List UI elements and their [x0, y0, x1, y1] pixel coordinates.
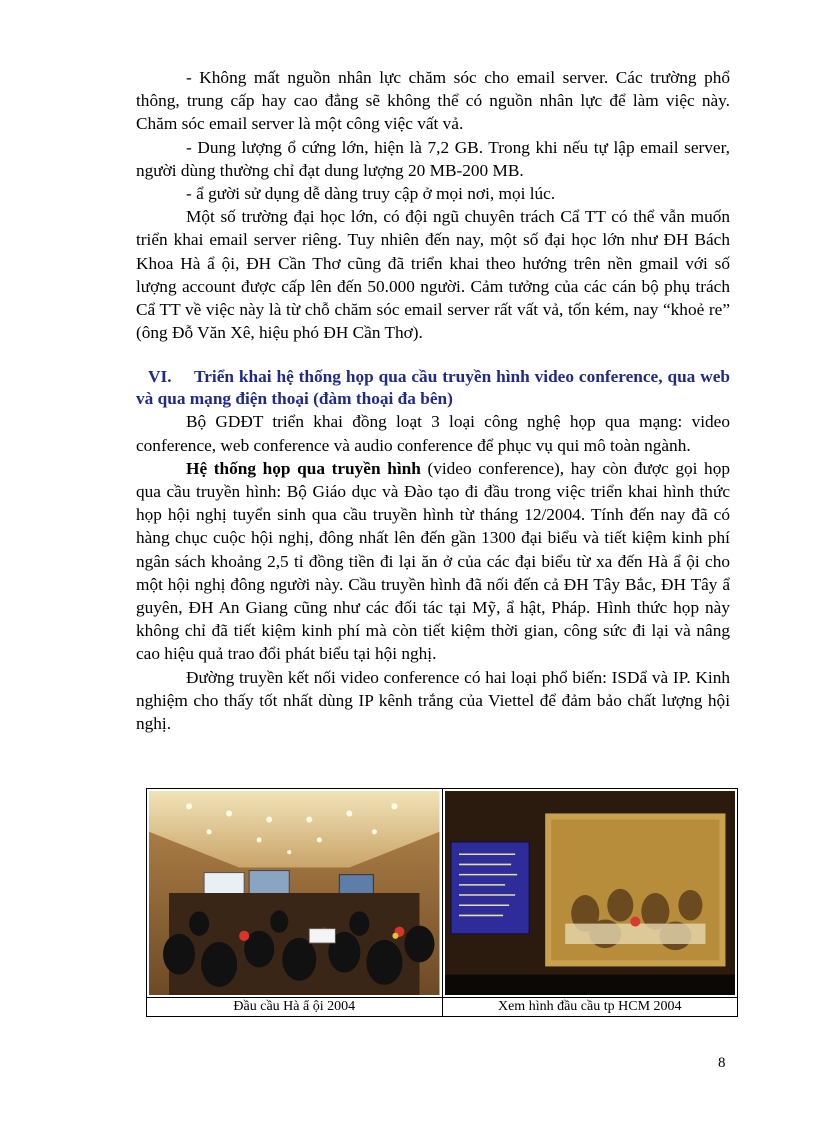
section-heading [136, 366, 730, 410]
paragraph-overview: Bộ GDĐT triển khai đồng loạt 3 loại công nghệ họp qua mạng: video conference, web conference và audio conference để phục vụ qui mô toàn ngành. [136, 412, 730, 455]
paragraph-connection-types: Đường truyền kết nối video conference có hai loại phổ biến: ISDẩ và IP. Kinh nghiệm cho thấy tốt nhất dùng IP kênh trắng của Viettel để đảm bảo chất lượng hội nghị. [136, 667, 730, 734]
figure-table [146, 788, 738, 1017]
paragraph-body: (video conference), hay còn được gọi họp qua cầu truyền hình: Bộ Giáo dục và Đào tạo đi đầu trong việc triển khai hình thức họp hội nghị tuyển sinh qua cầu truyền hình từ tháng 12/2004. Tính đến nay đã có hàng chục cuộc hội nghị, đông nhất lên đến gần 1300 đại biểu và tiết kiệm kinh phí ngân sách khoảng 2,5 tỉ đồng tiền đi lại ăn ở của các đại biểu từ xa đến Hà ẩ ội cho một hội nghị đông người này. Cầu truyền hình đã nối đến cả ĐH Tây Bắc, ĐH Tây ẩ guyên, ĐH An Giang cũng như các đối tác tại Mỹ, ẩ hật, Pháp. Hình thức họp này không chỉ đã tiết kiệm kinh phí mà còn tiết kiệm thời gian, công sức đi lại và nâng cao hiệu quả trao đổi phát biểu tại hội nghị. [136, 458, 730, 664]
figure-right [442, 789, 738, 1016]
page-number: 8 [718, 1055, 726, 1071]
video-screen-photo [445, 791, 736, 995]
section-title: Triển khai hệ thống họp qua cầu truyền hình video conference, qua web và qua mạng điện thoại (đàm thoại đa bên) [136, 367, 730, 409]
page-body [136, 66, 730, 735]
video-screen-image [445, 791, 736, 995]
paragraph-bullet-3: - ẩ gười sử dụng dễ dàng truy cập ở mọi nơi, mọi lúc. [186, 184, 556, 204]
conference-hall-image [149, 791, 440, 995]
figure-left [147, 789, 442, 1016]
left-figure-caption: Đầu cầu Hà ẩ ội 2004 [147, 997, 442, 1016]
paragraph-bullet-1: - Không mất nguồn nhân lực chăm sóc cho email server. Các trường phổ thông, trung cấp hay cao đẳng sẽ không thể có nguồn nhân lực để làm việc này. Chăm sóc email server là một công việc vất vả. [136, 68, 730, 134]
paragraph-email-universities: Một số trường đại học lớn, có đội ngũ chuyên trách Cẩ TT có thể vẫn muốn triển khai email server riêng. Tuy nhiên đến nay, một số đại học lớn như ĐH Bách Khoa Hà ẩ ội, ĐH Cần Thơ cũng đã triển khai theo hướng trên nền gmail với số lượng account được cấp lên đến 50.000 người. Cảm tưởng của các cán bộ phụ trách Cẩ TT về việc này là từ chỗ chăm sóc email server rất vất vả, tốn kém, nay “khoẻ re” (ông Đỗ Văn Xê, hiệu phó ĐH Cần Thơ). [136, 207, 730, 343]
paragraph-bullet-2: - Dung lượng ổ cứng lớn, hiện là 7,2 GB. Trong khi nếu tự lập email server, người dùng thường chỉ đạt dung lượng 20 MB-200 MB. [136, 137, 730, 180]
paragraph-lead: Hệ thống họp qua truyền hình [186, 458, 421, 478]
section-number: VI. [148, 367, 172, 387]
right-figure-caption: Xem hình đầu cầu tp HCM 2004 [443, 997, 738, 1016]
conference-hall-photo [149, 791, 440, 995]
paragraph-video-conference [136, 457, 730, 666]
